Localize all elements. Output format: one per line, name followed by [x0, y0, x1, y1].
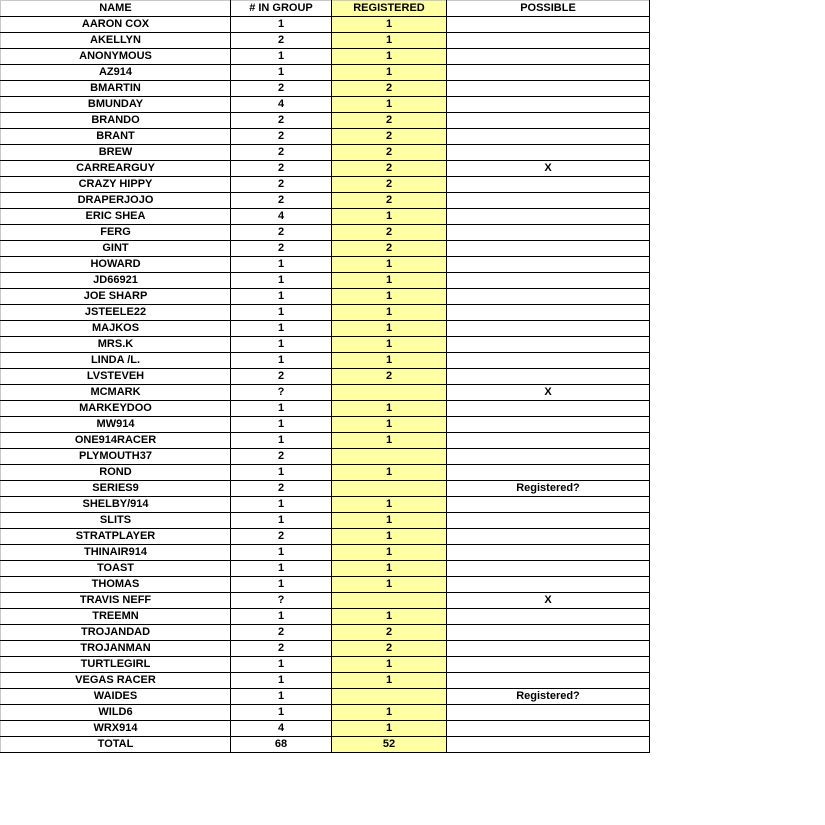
table-row: [1, 49, 650, 65]
cell-name: THINAIR914: [1, 545, 231, 561]
cell-name: TOAST: [1, 561, 231, 577]
cell-possible: [447, 369, 650, 385]
table-row: [1, 465, 650, 481]
cell-registered: 1: [332, 433, 447, 449]
table-row: [1, 177, 650, 193]
cell-possible: X: [447, 385, 650, 401]
cell-registered: 1: [332, 721, 447, 737]
cell-name: PLYMOUTH37: [1, 449, 231, 465]
cell-in-group: 1: [231, 353, 332, 369]
table-row: [1, 657, 650, 673]
table-row: [1, 145, 650, 161]
cell-in-group: 1: [231, 305, 332, 321]
cell-registered: 2: [332, 225, 447, 241]
cell-name: MCMARK: [1, 385, 231, 401]
cell-in-group: 2: [231, 449, 332, 465]
table-row: [1, 241, 650, 257]
cell-registered: 2: [332, 625, 447, 641]
table-row: [1, 609, 650, 625]
cell-possible: [447, 465, 650, 481]
cell-registered: 1: [332, 497, 447, 513]
cell-possible: [447, 353, 650, 369]
cell-in-group: 2: [231, 225, 332, 241]
cell-registered: [332, 449, 447, 465]
cell-possible: [447, 65, 650, 81]
cell-registered: 1: [332, 545, 447, 561]
cell-in-group: 2: [231, 177, 332, 193]
cell-name: THOMAS: [1, 577, 231, 593]
cell-in-group: ?: [231, 593, 332, 609]
cell-in-group: 1: [231, 321, 332, 337]
cell-in-group: 2: [231, 193, 332, 209]
cell-in-group: 4: [231, 721, 332, 737]
cell-name: TRAVIS NEFF: [1, 593, 231, 609]
cell-possible: [447, 545, 650, 561]
cell-name: BRANDO: [1, 113, 231, 129]
cell-in-group: 1: [231, 673, 332, 689]
cell-possible: [447, 625, 650, 641]
cell-possible: [447, 305, 650, 321]
cell-name: VEGAS RACER: [1, 673, 231, 689]
cell-registered: 1: [332, 97, 447, 113]
cell-registered: 2: [332, 129, 447, 145]
table-header: [1, 1, 650, 17]
cell-registered: 1: [332, 417, 447, 433]
cell-registered: 52: [332, 737, 447, 753]
cell-name: CRAZY HIPPY: [1, 177, 231, 193]
cell-name: DRAPERJOJO: [1, 193, 231, 209]
cell-name: MARKEYDOO: [1, 401, 231, 417]
cell-possible: [447, 17, 650, 33]
cell-registered: 1: [332, 561, 447, 577]
cell-name: AARON COX: [1, 17, 231, 33]
header-row: [1, 1, 650, 17]
cell-in-group: 2: [231, 625, 332, 641]
cell-registered: 1: [332, 609, 447, 625]
cell-name: TURTLEGIRL: [1, 657, 231, 673]
cell-possible: [447, 561, 650, 577]
cell-in-group: 2: [231, 129, 332, 145]
cell-registered: 1: [332, 577, 447, 593]
cell-possible: [447, 129, 650, 145]
cell-in-group: 2: [231, 641, 332, 657]
cell-possible: [447, 113, 650, 129]
cell-name: BMUNDAY: [1, 97, 231, 113]
cell-possible: [447, 641, 650, 657]
cell-possible: [447, 449, 650, 465]
cell-name: MAJKOS: [1, 321, 231, 337]
cell-possible: [447, 705, 650, 721]
cell-possible: Registered?: [447, 481, 650, 497]
table-row: [1, 417, 650, 433]
cell-registered: 1: [332, 305, 447, 321]
cell-registered: 1: [332, 705, 447, 721]
cell-registered: 1: [332, 513, 447, 529]
cell-name: SHELBY/914: [1, 497, 231, 513]
cell-name: WILD6: [1, 705, 231, 721]
cell-in-group: 1: [231, 561, 332, 577]
cell-possible: [447, 209, 650, 225]
cell-registered: 1: [332, 337, 447, 353]
cell-in-group: 1: [231, 657, 332, 673]
table-row: [1, 497, 650, 513]
cell-possible: Registered?: [447, 689, 650, 705]
cell-name: JSTEELE22: [1, 305, 231, 321]
cell-name: SERIES9: [1, 481, 231, 497]
table-row: [1, 641, 650, 657]
cell-name: TOTAL: [1, 737, 231, 753]
cell-in-group: 1: [231, 465, 332, 481]
cell-name: LVSTEVEH: [1, 369, 231, 385]
cell-in-group: 1: [231, 273, 332, 289]
cell-possible: [447, 737, 650, 753]
cell-name: BRANT: [1, 129, 231, 145]
cell-in-group: 2: [231, 33, 332, 49]
cell-in-group: 4: [231, 209, 332, 225]
cell-in-group: 2: [231, 161, 332, 177]
table-row: [1, 353, 650, 369]
cell-in-group: 2: [231, 113, 332, 129]
table-row: [1, 481, 650, 497]
cell-name: TROJANMAN: [1, 641, 231, 657]
cell-registered: 1: [332, 33, 447, 49]
cell-in-group: 1: [231, 433, 332, 449]
cell-possible: [447, 49, 650, 65]
cell-possible: [447, 321, 650, 337]
cell-registered: 2: [332, 369, 447, 385]
cell-in-group: 2: [231, 145, 332, 161]
table-row: [1, 673, 650, 689]
cell-registered: [332, 689, 447, 705]
cell-possible: [447, 497, 650, 513]
table-row: [1, 593, 650, 609]
cell-name: ERIC SHEA: [1, 209, 231, 225]
cell-possible: [447, 401, 650, 417]
table-row: [1, 305, 650, 321]
table-row: [1, 321, 650, 337]
cell-possible: [447, 673, 650, 689]
cell-name: WRX914: [1, 721, 231, 737]
cell-in-group: 1: [231, 337, 332, 353]
cell-registered: 2: [332, 177, 447, 193]
cell-in-group: 1: [231, 401, 332, 417]
cell-registered: 1: [332, 289, 447, 305]
table-row: [1, 17, 650, 33]
cell-name: AKELLYN: [1, 33, 231, 49]
table-row: [1, 401, 650, 417]
table-body: [1, 17, 650, 753]
cell-registered: [332, 385, 447, 401]
cell-name: ANONYMOUS: [1, 49, 231, 65]
cell-in-group: 68: [231, 737, 332, 753]
cell-name: HOWARD: [1, 257, 231, 273]
cell-in-group: 1: [231, 705, 332, 721]
table-row: [1, 33, 650, 49]
cell-name: GINT: [1, 241, 231, 257]
cell-name: STRATPLAYER: [1, 529, 231, 545]
cell-in-group: 1: [231, 417, 332, 433]
table-row: [1, 529, 650, 545]
cell-in-group: 1: [231, 49, 332, 65]
cell-possible: [447, 241, 650, 257]
table-row: [1, 705, 650, 721]
cell-possible: [447, 657, 650, 673]
cell-in-group: 2: [231, 529, 332, 545]
cell-name: ONE914RACER: [1, 433, 231, 449]
cell-in-group: 4: [231, 97, 332, 113]
cell-registered: [332, 481, 447, 497]
cell-possible: [447, 193, 650, 209]
cell-in-group: 1: [231, 257, 332, 273]
cell-possible: X: [447, 593, 650, 609]
table-row: [1, 337, 650, 353]
cell-name: CARREARGUY: [1, 161, 231, 177]
table-row: [1, 129, 650, 145]
cell-in-group: 1: [231, 545, 332, 561]
table-row: [1, 721, 650, 737]
cell-possible: [447, 145, 650, 161]
table-row: [1, 225, 650, 241]
table-row: [1, 433, 650, 449]
cell-name: BREW: [1, 145, 231, 161]
cell-name: TROJANDAD: [1, 625, 231, 641]
cell-possible: [447, 289, 650, 305]
cell-registered: 1: [332, 673, 447, 689]
total-row: [1, 737, 650, 753]
cell-registered: 1: [332, 209, 447, 225]
cell-registered: 2: [332, 81, 447, 97]
cell-in-group: 1: [231, 609, 332, 625]
table-row: [1, 273, 650, 289]
cell-registered: 2: [332, 241, 447, 257]
cell-name: FERG: [1, 225, 231, 241]
cell-registered: 2: [332, 161, 447, 177]
cell-registered: 1: [332, 529, 447, 545]
cell-registered: 2: [332, 145, 447, 161]
table-row: [1, 113, 650, 129]
table-row: [1, 625, 650, 641]
cell-name: AZ914: [1, 65, 231, 81]
table-row: [1, 81, 650, 97]
table-row: [1, 209, 650, 225]
cell-in-group: 1: [231, 497, 332, 513]
cell-registered: 1: [332, 465, 447, 481]
cell-possible: [447, 513, 650, 529]
cell-registered: 1: [332, 49, 447, 65]
cell-name: LINDA /L.: [1, 353, 231, 369]
table-row: [1, 561, 650, 577]
cell-in-group: 1: [231, 65, 332, 81]
cell-name: JD66921: [1, 273, 231, 289]
cell-registered: 2: [332, 113, 447, 129]
cell-in-group: 1: [231, 689, 332, 705]
cell-possible: [447, 97, 650, 113]
cell-possible: [447, 577, 650, 593]
column-header-possible: POSSIBLE: [447, 1, 650, 17]
table-row: [1, 289, 650, 305]
cell-in-group: 2: [231, 81, 332, 97]
cell-possible: [447, 433, 650, 449]
cell-name: MRS.K: [1, 337, 231, 353]
cell-registered: 1: [332, 273, 447, 289]
cell-registered: 2: [332, 641, 447, 657]
cell-registered: 1: [332, 65, 447, 81]
cell-possible: [447, 609, 650, 625]
cell-registered: 1: [332, 401, 447, 417]
table-row: [1, 449, 650, 465]
table-row: [1, 513, 650, 529]
column-header-name: NAME: [1, 1, 231, 17]
cell-registered: 1: [332, 353, 447, 369]
cell-possible: [447, 529, 650, 545]
cell-possible: [447, 417, 650, 433]
cell-possible: [447, 721, 650, 737]
cell-possible: [447, 177, 650, 193]
cell-registered: 2: [332, 193, 447, 209]
cell-possible: [447, 337, 650, 353]
table-row: [1, 257, 650, 273]
cell-in-group: 2: [231, 369, 332, 385]
cell-in-group: 1: [231, 289, 332, 305]
cell-name: TREEMN: [1, 609, 231, 625]
cell-name: MW914: [1, 417, 231, 433]
table-row: [1, 689, 650, 705]
cell-in-group: 2: [231, 241, 332, 257]
cell-registered: 1: [332, 321, 447, 337]
cell-name: BMARTIN: [1, 81, 231, 97]
cell-registered: 1: [332, 17, 447, 33]
cell-in-group: 1: [231, 513, 332, 529]
cell-in-group: ?: [231, 385, 332, 401]
cell-in-group: 1: [231, 577, 332, 593]
cell-name: ROND: [1, 465, 231, 481]
column-header-registered: REGISTERED: [332, 1, 447, 17]
cell-possible: [447, 257, 650, 273]
table-row: [1, 193, 650, 209]
table-row: [1, 369, 650, 385]
cell-possible: [447, 33, 650, 49]
table-row: [1, 545, 650, 561]
cell-possible: [447, 273, 650, 289]
table-row: [1, 97, 650, 113]
cell-registered: [332, 593, 447, 609]
cell-name: WAIDES: [1, 689, 231, 705]
table-row: [1, 577, 650, 593]
cell-name: JOE SHARP: [1, 289, 231, 305]
table-row: [1, 161, 650, 177]
cell-registered: 1: [332, 657, 447, 673]
table-row: [1, 65, 650, 81]
cell-in-group: 2: [231, 481, 332, 497]
table-row: [1, 385, 650, 401]
cell-possible: [447, 81, 650, 97]
cell-name: SLITS: [1, 513, 231, 529]
cell-registered: 1: [332, 257, 447, 273]
cell-in-group: 1: [231, 17, 332, 33]
cell-possible: X: [447, 161, 650, 177]
cell-possible: [447, 225, 650, 241]
column-header-in-group: # IN GROUP: [231, 1, 332, 17]
